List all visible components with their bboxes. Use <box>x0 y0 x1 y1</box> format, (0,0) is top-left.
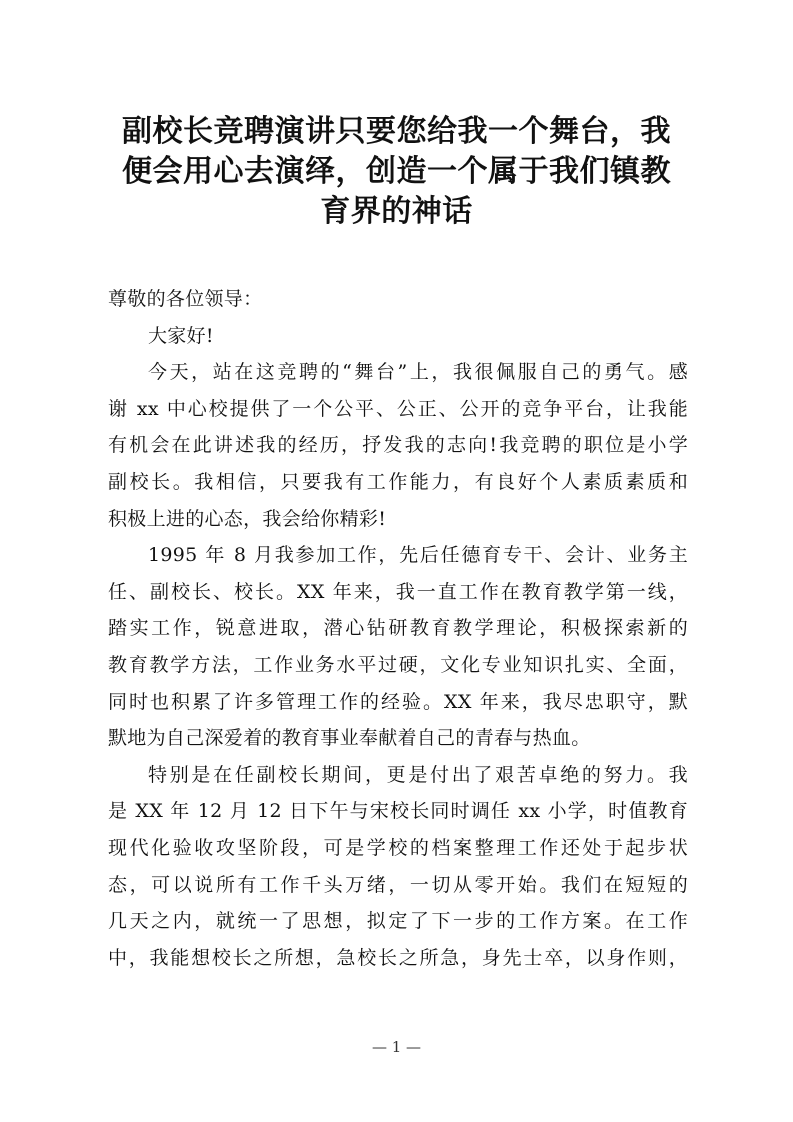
document-title <box>100 112 693 232</box>
paragraph-line: 现代化验收攻坚阶段，可是学校的档案整理工作还处于起步状 <box>108 836 688 859</box>
title-line: 便会用心去演绎，创造一个属于我们镇教 <box>122 154 671 189</box>
paragraph-line: 踏实工作，锐意进取，潜心钻研教育教学理论，积极探索新的 <box>108 617 688 640</box>
paragraph-line: 态，可以说所有工作千头万绪，一切从零开始。我们在短短的 <box>108 873 688 896</box>
paragraph-line: 中，我能想校长之所想，急校长之所急，身先士卒，以身作则， <box>108 946 688 969</box>
paragraph-line: 默地为自己深爱着的教育事业奉献着自己的青春与热血。 <box>108 727 591 750</box>
title-line: 副校长竞聘演讲只要您给我一个舞台，我 <box>122 114 671 149</box>
greeting: 大家好! <box>148 324 214 347</box>
paragraph-line: 副校长。我相信，只要我有工作能力，有良好个人素质素质和 <box>108 470 688 493</box>
paragraph-line: 1995 年 8 月我参加工作，先后任德育专干、会计、业务主 <box>148 544 688 567</box>
paragraph <box>108 354 688 537</box>
paragraph-line: 教育教学方法，工作业务水平过硬，文化专业知识扎实、全面， <box>108 653 688 676</box>
paragraph-line: 积极上进的心态，我会给你精彩! <box>108 507 387 530</box>
title-line: 育界的神话 <box>320 194 473 229</box>
paragraph-line: 任、副校长、校长。XX 年来，我一直工作在教育教学第一线， <box>108 580 688 603</box>
document-body <box>108 281 688 976</box>
paragraph-line: 是 XX 年 12 月 12 日下午与宋校长同时调任 xx 小学，时值教育 <box>108 800 688 823</box>
paragraph-line: 有机会在此讲述我的经历，抒发我的志向!我竞聘的职位是小学 <box>108 434 688 457</box>
paragraph-line: 几天之内，就统一了思想，拟定了下一步的工作方案。在工作 <box>108 910 688 933</box>
salutation: 尊敬的各位领导： <box>108 288 263 310</box>
paragraph <box>108 537 688 757</box>
paragraph-line: 特别是在任副校长期间，更是付出了艰苦卓绝的努力。我 <box>148 763 688 786</box>
paragraph <box>108 757 688 977</box>
paragraph-line: 谢 xx 中心校提供了一个公平、公正、公开的竞争平台，让我能 <box>108 397 688 420</box>
paragraph-line: 同时也积累了许多管理工作的经验。XX 年来，我尽忠职守，默 <box>108 690 688 713</box>
paragraph-line: 今天，站在这竞聘的“舞台”上，我很佩服自己的勇气。感 <box>148 361 688 384</box>
page-number: — 1 — <box>371 1038 422 1056</box>
